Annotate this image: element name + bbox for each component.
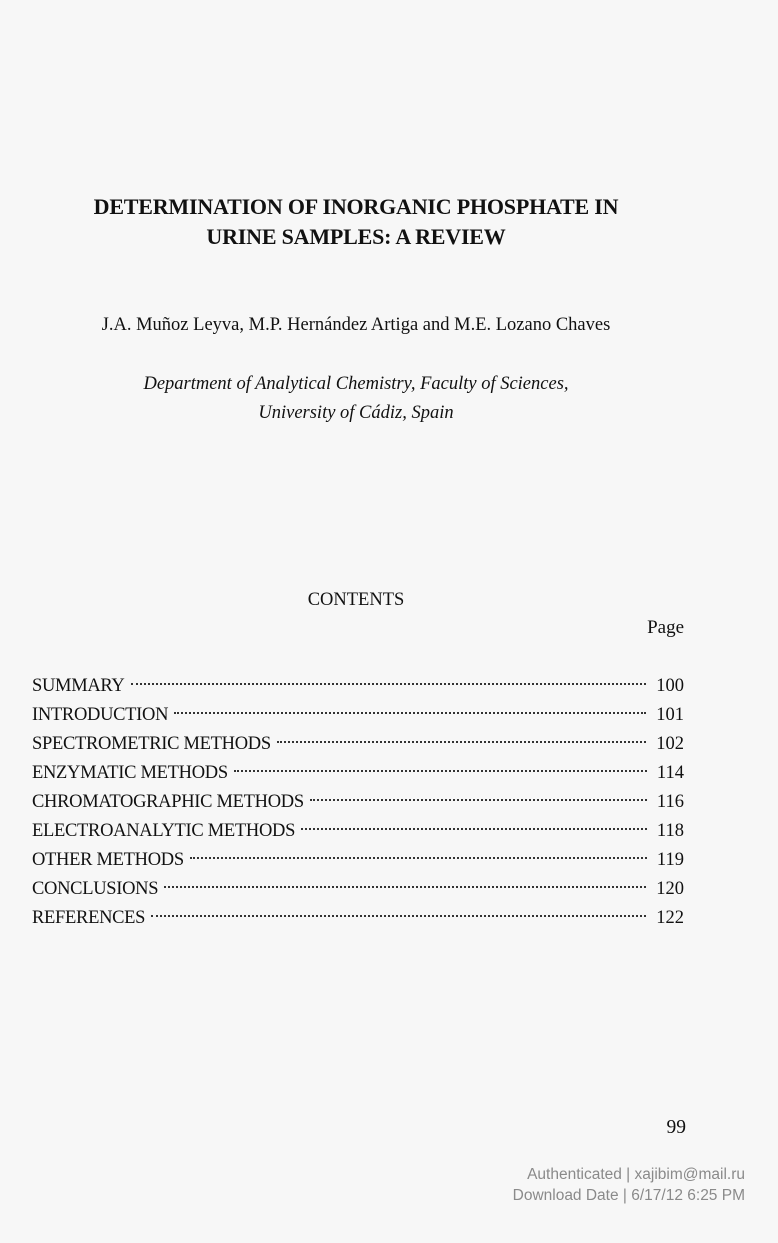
toc-entry-conclusions bbox=[32, 875, 684, 904]
toc-entry-label: OTHER METHODS bbox=[32, 850, 184, 870]
toc-leader-dots bbox=[174, 712, 646, 714]
affiliation bbox=[0, 370, 712, 428]
toc-entry-label: ELECTROANALYTIC METHODS bbox=[32, 821, 296, 841]
toc-leader-dots bbox=[131, 683, 647, 685]
authentication-stamp bbox=[440, 1164, 745, 1206]
article-title-line-2: URINE SAMPLES: A REVIEW bbox=[206, 224, 506, 249]
toc-entry-summary bbox=[32, 672, 684, 701]
toc-entry-introduction bbox=[32, 701, 684, 730]
contents-heading: CONTENTS bbox=[307, 590, 405, 610]
page-column-heading: Page bbox=[647, 617, 684, 638]
toc-entry-label: CONCLUSIONS bbox=[32, 879, 159, 899]
toc-entry-references bbox=[32, 904, 684, 933]
article-title-line-1: DETERMINATION OF INORGANIC PHOSPHATE IN bbox=[93, 194, 619, 219]
toc-entry-enzymatic-methods bbox=[32, 759, 684, 788]
toc-leader-dots bbox=[190, 857, 647, 859]
toc-leader-dots bbox=[164, 886, 646, 888]
toc-entry-label: SPECTROMETRIC METHODS bbox=[32, 734, 271, 754]
toc-entry-page: 122 bbox=[656, 908, 684, 928]
toc-entry-label: ENZYMATIC METHODS bbox=[32, 763, 228, 783]
toc-leader-dots bbox=[151, 915, 646, 917]
page-number: 99 bbox=[666, 1117, 686, 1138]
authentication-stamp-line-2: Download Date | 6/17/12 6:25 PM bbox=[512, 1187, 745, 1204]
toc-entry-page: 101 bbox=[656, 705, 684, 725]
article-title bbox=[0, 192, 712, 252]
toc-leader-dots bbox=[310, 799, 647, 801]
toc-entry-label: INTRODUCTION bbox=[32, 705, 169, 725]
toc-entry-electroanalytic-methods bbox=[32, 817, 684, 846]
affiliation-line-1: Department of Analytical Chemistry, Faculty of Sciences, bbox=[143, 374, 569, 394]
authentication-stamp-line-1: Authenticated | xajibim@mail.ru bbox=[527, 1166, 745, 1183]
toc-entry-page: 120 bbox=[656, 879, 684, 899]
toc-entry-label: CHROMATOGRAPHIC METHODS bbox=[32, 792, 304, 812]
toc-entry-other-methods bbox=[32, 846, 684, 875]
toc-entry-chromatographic-methods bbox=[32, 788, 684, 817]
toc-entry-page: 102 bbox=[656, 734, 684, 754]
toc-entry-page: 114 bbox=[656, 763, 684, 783]
toc-entry-label: SUMMARY bbox=[32, 676, 125, 696]
toc-entry-label: REFERENCES bbox=[32, 908, 146, 928]
toc-entry-page: 116 bbox=[656, 792, 684, 812]
toc-entry-spectrometric-methods bbox=[32, 730, 684, 759]
toc-entry-page: 118 bbox=[656, 821, 684, 841]
toc-entry-page: 119 bbox=[656, 850, 684, 870]
author-list: J.A. Muñoz Leyva, M.P. Hernández Artiga and M.E. Lozano Chaves bbox=[101, 315, 611, 335]
toc-entry-page: 100 bbox=[656, 676, 684, 696]
toc-leader-dots bbox=[234, 770, 647, 772]
affiliation-line-2: University of Cádiz, Spain bbox=[258, 403, 454, 423]
table-of-contents bbox=[32, 672, 684, 933]
toc-leader-dots bbox=[301, 828, 647, 830]
toc-leader-dots bbox=[277, 741, 646, 743]
